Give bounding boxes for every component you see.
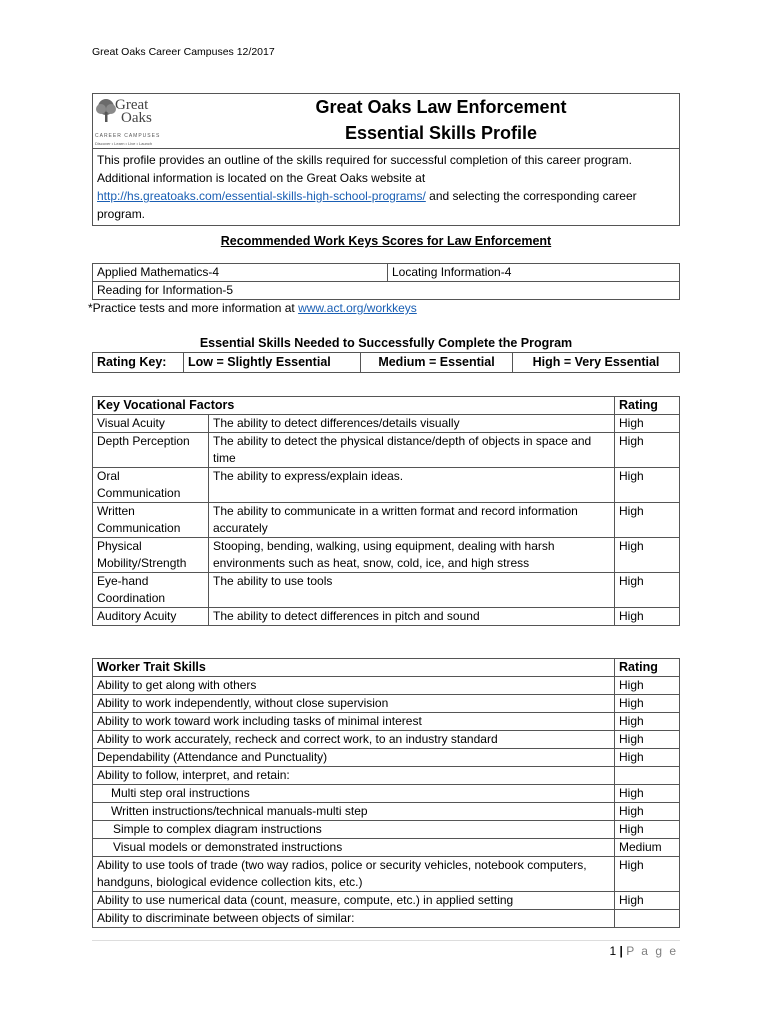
vocational-description: Stooping, bending, walking, using equipment, dealing with harsh environments such as heat, snow, cold, ice, and high stress <box>209 538 615 573</box>
table-row <box>93 538 680 573</box>
table-row <box>93 731 680 749</box>
vocational-factor: Depth Perception <box>93 433 209 468</box>
table-row <box>93 608 680 626</box>
vocational-rating-header: Rating <box>615 397 680 415</box>
worker-skill: Simple to complex diagram instructions <box>93 821 615 839</box>
logo-tagline: CAREER CAMPUSES <box>95 133 161 139</box>
worker-rating: High <box>615 785 680 803</box>
table-row <box>93 910 680 928</box>
vocational-rating: High <box>615 433 680 468</box>
worker-rating: High <box>615 892 680 910</box>
essential-skills-table <box>92 335 680 373</box>
rating-high: High = Very Essential <box>513 353 680 373</box>
worker-rating: High <box>615 749 680 767</box>
essential-caption: Essential Skills Needed to Successfully Complete the Program <box>93 335 680 353</box>
vocational-description: The ability to communicate in a written format and record information accurately <box>209 503 615 538</box>
worker-skill: Ability to work accurately, recheck and correct work, to an industry standard <box>93 731 615 749</box>
table-row <box>93 695 680 713</box>
worker-trait-table <box>92 658 680 928</box>
vocational-factor: Auditory Acuity <box>93 608 209 626</box>
table-row <box>93 803 680 821</box>
vocational-heading: Key Vocational Factors <box>93 397 615 415</box>
worker-skill: Visual models or demonstrated instructions <box>93 839 615 857</box>
rating-low: Low = Slightly Essential <box>184 353 361 373</box>
vocational-factor: Oral Communication <box>93 468 209 503</box>
footer-divider <box>92 940 680 941</box>
workkeys-locating-info: Locating Information-4 <box>388 264 680 282</box>
worker-rating: High <box>615 857 680 892</box>
table-row <box>93 433 680 468</box>
worker-rating <box>615 910 680 928</box>
vocational-rating: High <box>615 503 680 538</box>
table-row <box>93 892 680 910</box>
table-row <box>93 785 680 803</box>
description-text: This profile provides an outline of the skills required for successful completion of this career program. Additional information is located on the Great Oaks website at <box>97 153 632 185</box>
page-separator: | <box>619 944 623 958</box>
logo-word-oaks: Oaks <box>121 110 152 126</box>
great-oaks-logo <box>95 96 165 144</box>
worker-heading: Worker Trait Skills <box>93 659 615 677</box>
table-row <box>93 857 680 892</box>
table-row <box>93 677 680 695</box>
page-number-value: 1 <box>609 944 617 958</box>
vocational-rating: High <box>615 538 680 573</box>
page-word: P a g e <box>626 944 678 958</box>
vocational-factors-table <box>92 396 680 626</box>
table-row <box>93 749 680 767</box>
vocational-description: The ability to express/explain ideas. <box>209 468 615 503</box>
worker-rating: Medium <box>615 839 680 857</box>
table-row <box>93 468 680 503</box>
worker-skill: Multi step oral instructions <box>93 785 615 803</box>
logo-cell <box>93 94 204 149</box>
worker-rating <box>615 767 680 785</box>
table-row <box>93 713 680 731</box>
vocational-rating: High <box>615 415 680 433</box>
description-text-end: and selecting the corresponding career program. <box>97 189 637 221</box>
worker-rating: High <box>615 821 680 839</box>
logo-word-great: Great <box>115 97 149 113</box>
vocational-description: The ability to detect differences/details visually <box>209 415 615 433</box>
vocational-factor: Eye-hand Coordination <box>93 573 209 608</box>
worker-skill: Ability to follow, interpret, and retain: <box>93 767 615 785</box>
worker-skill: Ability to use numerical data (count, measure, compute, etc.) in applied setting <box>93 892 615 910</box>
worker-skill: Ability to discriminate between objects of similar: <box>93 910 615 928</box>
table-row <box>93 821 680 839</box>
vocational-description: The ability to use tools <box>209 573 615 608</box>
worker-skill: Dependability (Attendance and Punctuality) <box>93 749 615 767</box>
workkeys-heading: Recommended Work Keys Scores for Law Enforcement <box>220 234 552 248</box>
workkeys-table <box>92 263 680 300</box>
profile-description <box>93 149 680 226</box>
worker-rating: High <box>615 803 680 821</box>
workkeys-reading: Reading for Information-5 <box>93 282 680 300</box>
page-number <box>609 944 678 958</box>
title-line-2: Essential Skills Profile <box>344 123 538 143</box>
table-row <box>93 415 680 433</box>
table-row <box>93 839 680 857</box>
logo-sub: Discover • Learn • Live • Launch <box>95 141 153 146</box>
title-line-1: Great Oaks Law Enforcement <box>315 97 567 117</box>
worker-skill: Ability to work independently, without close supervision <box>93 695 615 713</box>
worker-rating: High <box>615 695 680 713</box>
vocational-rating: High <box>615 608 680 626</box>
practice-note-text: *Practice tests and more information at <box>88 301 299 315</box>
title-box <box>92 93 680 226</box>
worker-rating-header: Rating <box>615 659 680 677</box>
vocational-description: The ability to detect differences in pitch and sound <box>209 608 615 626</box>
worker-rating: High <box>615 731 680 749</box>
worker-skill: Ability to work toward work including tasks of minimal interest <box>93 713 615 731</box>
vocational-description: The ability to detect the physical distance/depth of objects in space and time <box>209 433 615 468</box>
worker-skill: Ability to get along with others <box>93 677 615 695</box>
table-row <box>93 573 680 608</box>
vocational-factor: Written Communication <box>93 503 209 538</box>
vocational-factor: Visual Acuity <box>93 415 209 433</box>
vocational-rating: High <box>615 573 680 608</box>
practice-note <box>88 301 417 315</box>
page-title <box>203 94 680 149</box>
rating-key-label: Rating Key: <box>93 353 184 373</box>
worker-rating: High <box>615 713 680 731</box>
vocational-rating: High <box>615 468 680 503</box>
worker-skill: Written instructions/technical manuals-multi step <box>93 803 615 821</box>
worker-skill: Ability to use tools of trade (two way radios, police or security vehicles, notebook computers, handguns, biological evidence collection kits, etc.) <box>93 857 615 892</box>
vocational-factor: Physical Mobility/Strength <box>93 538 209 573</box>
oak-tree-icon <box>95 98 117 124</box>
workkeys-applied-math: Applied Mathematics-4 <box>93 264 388 282</box>
essential-skills-link[interactable]: http://hs.greatoaks.com/essential-skills-high-school-programs/ <box>97 189 426 203</box>
table-row <box>93 767 680 785</box>
worker-rating: High <box>615 677 680 695</box>
running-header: Great Oaks Career Campuses 12/2017 <box>92 46 275 58</box>
table-row <box>93 503 680 538</box>
rating-medium: Medium = Essential <box>361 353 513 373</box>
workkeys-link[interactable]: www.act.org/workkeys <box>298 301 417 315</box>
